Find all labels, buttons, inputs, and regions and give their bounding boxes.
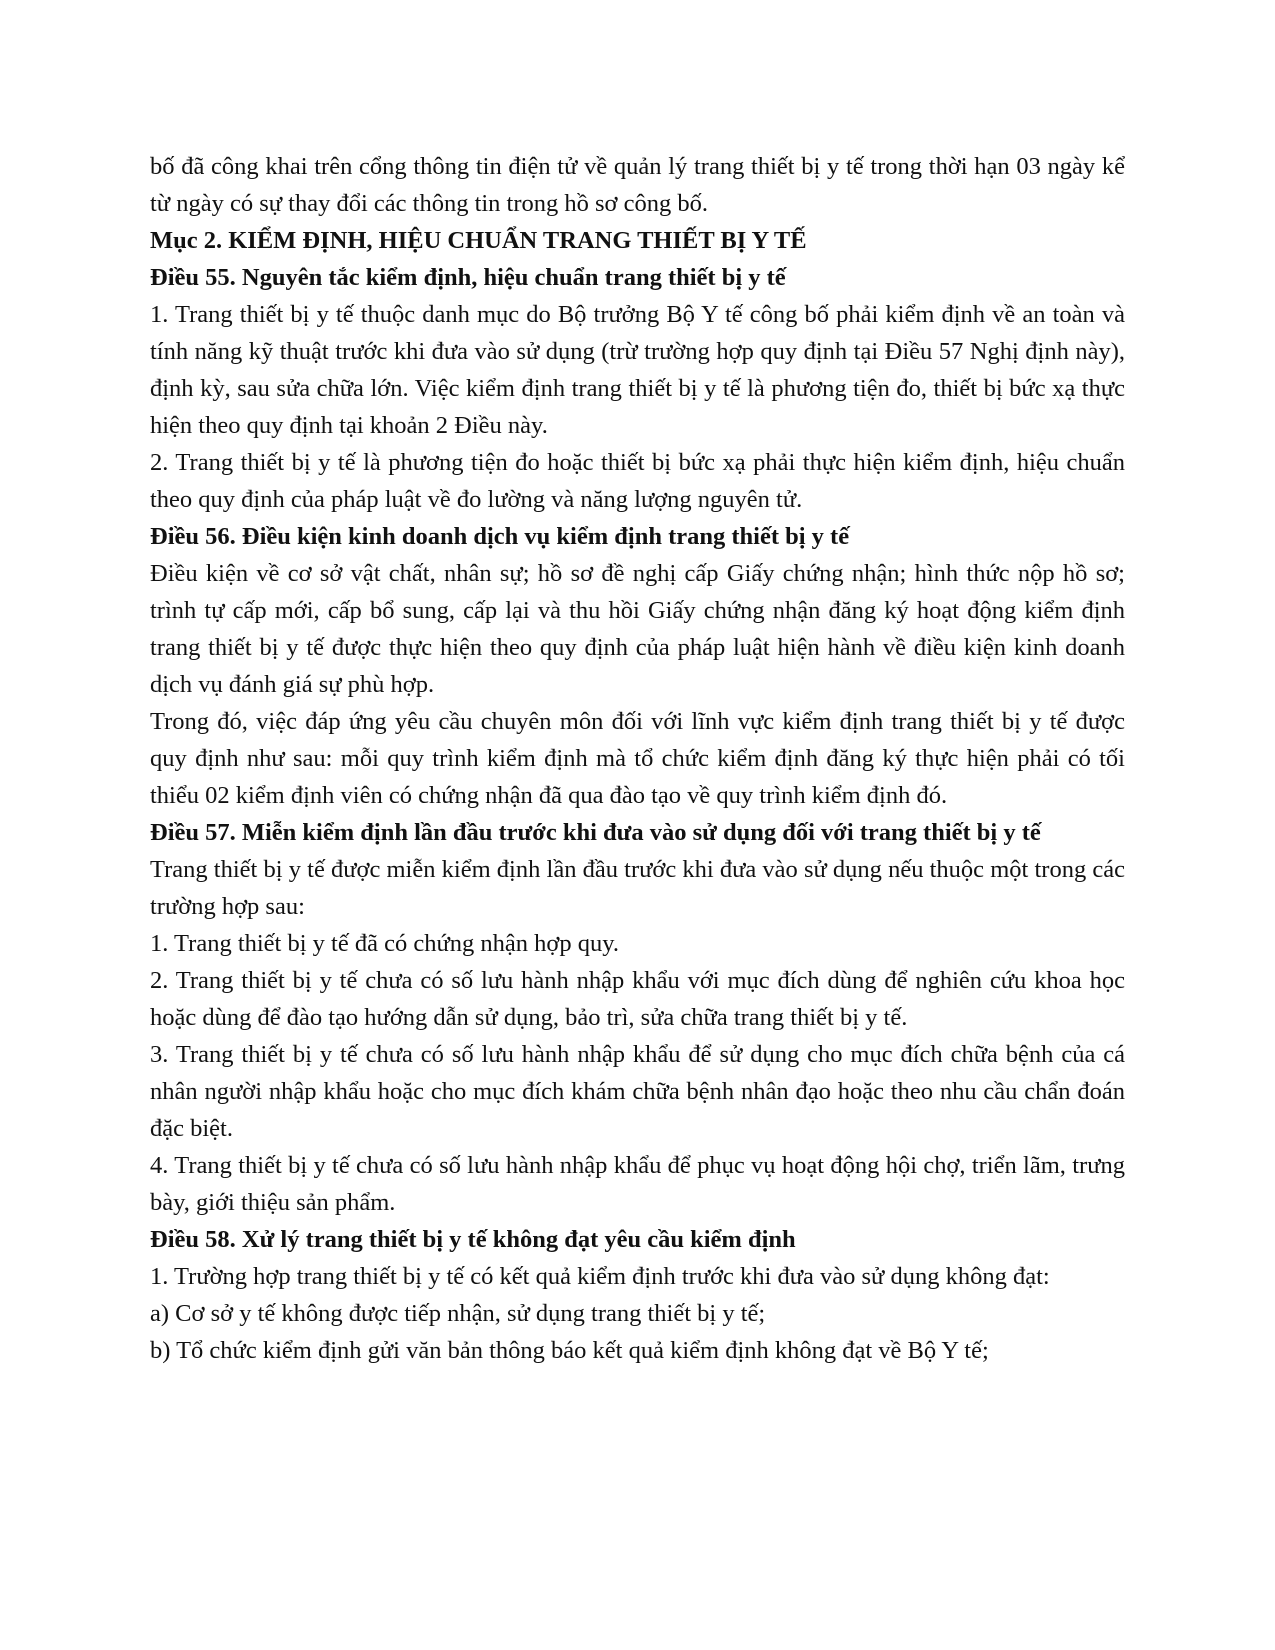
article-heading-58: Điều 58. Xử lý trang thiết bị y tế không đạt yêu cầu kiểm định — [150, 1226, 796, 1253]
article-heading-55: Điều 55. Nguyên tắc kiểm định, hiệu chuẩn trang thiết bị y tế — [150, 264, 786, 291]
article-55-clause-2: 2. Trang thiết bị y tế là phương tiện đo hoặc thiết bị bức xạ phải thực hiện kiểm định, hiệu chuẩn theo quy định của pháp luật về đo lường và năng lượng nguyên tử. — [150, 449, 1125, 513]
article-56-paragraph-2: Trong đó, việc đáp ứng yêu cầu chuyên môn đối với lĩnh vực kiểm định trang thiết bị y tế được quy định như sau: mỗi quy trình kiểm định mà tổ chức kiểm định đăng ký thực hiện phải có tối thiểu 02 kiểm định viên có chứng nhận đã qua đào tạo về quy trình kiểm định đó. — [150, 708, 1125, 809]
article-heading-57: Điều 57. Miễn kiểm định lần đầu trước khi đưa vào sử dụng đối với trang thiết bị y tế — [150, 819, 1041, 846]
document-page — [150, 148, 1125, 1369]
article-57-clause-4: 4. Trang thiết bị y tế chưa có số lưu hành nhập khẩu để phục vụ hoạt động hội chợ, triển lãm, trưng bày, giới thiệu sản phẩm. — [150, 1152, 1125, 1216]
section-heading-muc-2: Mục 2. KIỂM ĐỊNH, HIỆU CHUẨN TRANG THIẾT BỊ Y TẾ — [150, 227, 807, 254]
article-heading-56: Điều 56. Điều kiện kinh doanh dịch vụ kiểm định trang thiết bị y tế — [150, 523, 850, 550]
article-58-clause-1: 1. Trường hợp trang thiết bị y tế có kết quả kiểm định trước khi đưa vào sử dụng không đạt: — [150, 1263, 1050, 1290]
article-57-clause-2: 2. Trang thiết bị y tế chưa có số lưu hành nhập khẩu với mục đích dùng để nghiên cứu khoa học hoặc dùng để đào tạo hướng dẫn sử dụng, bảo trì, sửa chữa trang thiết bị y tế. — [150, 967, 1125, 1031]
article-58-point-a: a) Cơ sở y tế không được tiếp nhận, sử dụng trang thiết bị y tế; — [150, 1300, 766, 1327]
article-58-point-b: b) Tổ chức kiểm định gửi văn bản thông báo kết quả kiểm định không đạt về Bộ Y tế; — [150, 1337, 989, 1364]
article-55-clause-1: 1. Trang thiết bị y tế thuộc danh mục do Bộ trưởng Bộ Y tế công bố phải kiểm định về an toàn và tính năng kỹ thuật trước khi đưa vào sử dụng (trừ trường hợp quy định tại Điều 57 Nghị định này), định kỳ, sau sửa chữa lớn. Việc kiểm định trang thiết bị y tế là phương tiện đo, thiết bị bức xạ thực hiện theo quy định tại khoản 2 Điều này. — [150, 301, 1125, 439]
paragraph-continuation: bố đã công khai trên cổng thông tin điện tử về quản lý trang thiết bị y tế trong thời hạn 03 ngày kể từ ngày có sự thay đổi các thông tin trong hồ sơ công bố. — [150, 153, 1125, 217]
article-57-clause-1: 1. Trang thiết bị y tế đã có chứng nhận hợp quy. — [150, 930, 619, 957]
article-56-paragraph-1: Điều kiện về cơ sở vật chất, nhân sự; hồ sơ đề nghị cấp Giấy chứng nhận; hình thức nộp hồ sơ; trình tự cấp mới, cấp bổ sung, cấp lại và thu hồi Giấy chứng nhận đăng ký hoạt động kiểm định trang thiết bị y tế được thực hiện theo quy định của pháp luật hiện hành về điều kiện kinh doanh dịch vụ đánh giá sự phù hợp. — [150, 560, 1125, 698]
article-57-clause-3: 3. Trang thiết bị y tế chưa có số lưu hành nhập khẩu để sử dụng cho mục đích chữa bệnh của cá nhân người nhập khẩu hoặc cho mục đích khám chữa bệnh nhân đạo hoặc theo nhu cầu chẩn đoán đặc biệt. — [150, 1041, 1125, 1142]
article-57-intro: Trang thiết bị y tế được miễn kiểm định lần đầu trước khi đưa vào sử dụng nếu thuộc một trong các trường hợp sau: — [150, 856, 1125, 920]
